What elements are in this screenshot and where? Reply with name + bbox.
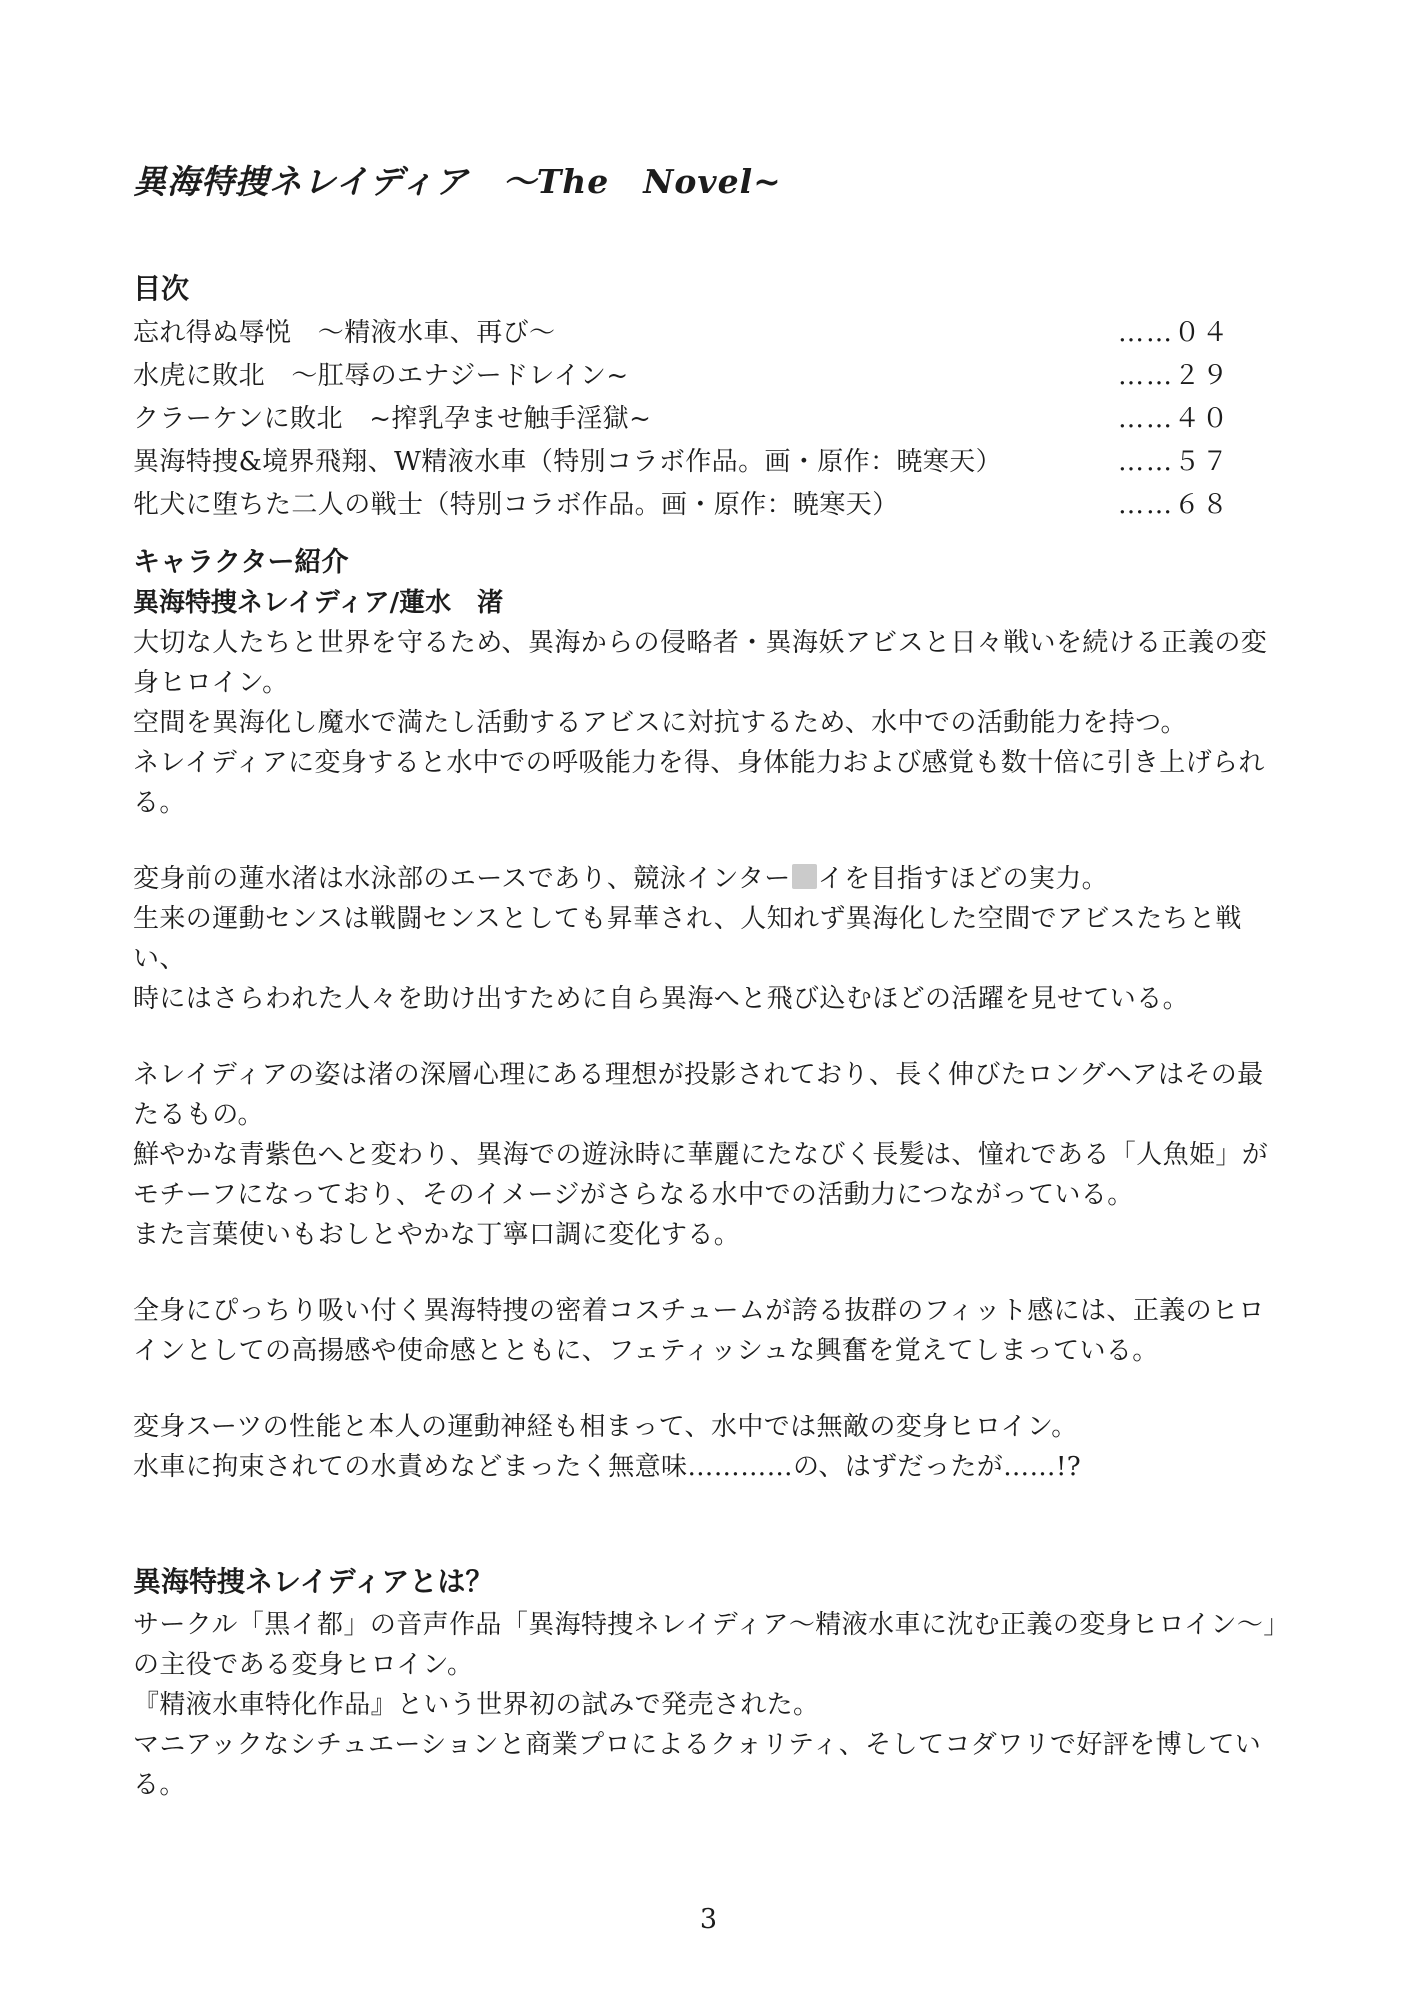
toc-heading: 目次 <box>133 272 190 305</box>
paragraph-line: マニアックなシチュエーションと商業プロによるクォリティ、そしてコダワリで好評を博してい <box>133 1730 1262 1760</box>
censor-block <box>792 864 817 889</box>
toc-entry <box>133 312 1290 355</box>
character-name-subheading: 異海特捜ネレイディア/蓮水 渚 <box>133 588 504 618</box>
paragraph-line: ネレイディアに変身すると水中での呼吸能力を得、身体能力および感覚も数十倍に引き上げられ <box>133 748 1265 778</box>
toc-entry-page: ……４０ <box>1117 404 1230 434</box>
paragraph-line: 『精液水車特化作品』という世界初の試みで発売された。 <box>133 1690 820 1720</box>
paragraph-line-with-censor <box>133 859 1290 899</box>
about-paragraph <box>133 1605 1290 1805</box>
paragraph-line: 水車に拘束されての水責めなどまったく無意味…………の、はずだったが……!? <box>133 1452 1082 1482</box>
paragraph-line: 全身にぴっちり吸い付く異海特捜の密着コスチュームが誇る抜群のフィット感には、正義のヒロ <box>133 1296 1265 1326</box>
toc-entry-title: 異海特捜&境界飛翔、W精液水車（特別コラボ作品。画・原作：暁寒天） <box>133 447 1003 477</box>
toc-entry <box>133 441 1290 484</box>
page-content <box>133 0 1290 1805</box>
toc-entry-title: クラーケンに敗北 ~搾乳孕ませ触手淫獄~ <box>133 404 652 434</box>
paragraph-line: 大切な人たちと世界を守るため、異海からの侵略者・異海妖アビスと日々戦いを続ける正義の変 <box>133 628 1268 658</box>
character-paragraph-5 <box>133 1407 1290 1487</box>
toc-entry <box>133 484 1290 527</box>
paragraph-line: る。 <box>133 1770 186 1800</box>
document-title: 異海特捜ネレイディア ～The Novel~ <box>133 162 782 201</box>
character-paragraph-2 <box>133 859 1290 1019</box>
paragraph-line: 身ヒロイン。 <box>133 668 289 698</box>
paragraph-line: モチーフになっており、そのイメージがさらなる水中での活動力につながっている。 <box>133 1180 1134 1210</box>
toc-entry-title: 忘れ得ぬ辱悦 ～精液水車、再び～ <box>133 318 556 348</box>
character-paragraph-1 <box>133 623 1290 823</box>
character-paragraph-4 <box>133 1291 1290 1371</box>
paragraph-line: 時にはさらわれた人々を助け出すために自ら異海へと飛び込むほどの活躍を見せている。 <box>133 984 1190 1014</box>
toc-entry-title: 牝犬に堕ちた二人の戦士（特別コラボ作品。画・原作：暁寒天） <box>133 490 899 520</box>
paragraph-line: 変身スーツの性能と本人の運動神経も相まって、水中では無敵の変身ヒロイン。 <box>133 1412 1078 1442</box>
toc-entry-page: ……０４ <box>1117 318 1230 348</box>
paragraph-line: サークル「黒イ都」の音声作品「異海特捜ネレイディア～精液水車に沈む正義の変身ヒロイン～」 <box>133 1610 1290 1640</box>
toc-entry <box>133 398 1290 441</box>
paragraph-line: また言葉使いもおしとやかな丁寧口調に変化する。 <box>133 1220 741 1250</box>
about-section-heading: 異海特捜ネレイディアとは？ <box>133 1565 494 1598</box>
toc-entry-page: ……２９ <box>1117 361 1230 391</box>
paragraph-line: の主役である変身ヒロイン。 <box>133 1650 474 1680</box>
paragraph-line: る。 <box>133 788 186 818</box>
toc-entry <box>133 355 1290 398</box>
toc-entry-page: ……６８ <box>1117 490 1230 520</box>
text-before-censor: 変身前の蓮水渚は水泳部のエースであり、競泳インター <box>133 864 791 894</box>
paragraph-line: 空間を異海化し魔水で満たし活動するアビスに対抗するため、水中での活動能力を持つ。 <box>133 708 1187 738</box>
character-paragraph-3 <box>133 1055 1290 1255</box>
toc-entry-page: ……５７ <box>1117 447 1230 477</box>
paragraph-line: インとしての高揚感や使命感とともに、フェティッシュな興奮を覚えてしまっている。 <box>133 1336 1159 1366</box>
toc-entry-title: 水虎に敗北 ～肛辱のエナジードレイン~ <box>133 361 629 391</box>
text-after-censor: イを目指すほどの実力。 <box>817 864 1109 894</box>
paragraph-line: たるもの。 <box>133 1100 264 1130</box>
paragraph-line: 生来の運動センスは戦闘センスとしても昇華され、人知れず異海化した空間でアビスたちと戦い、 <box>133 904 1242 974</box>
character-section-heading: キャラクター紹介 <box>133 547 349 578</box>
table-of-contents <box>133 312 1290 527</box>
paragraph-line: 鮮やかな青紫色へと変わり、異海での遊泳時に華麗にたなびく長髪は、憧れである「人魚姫」が <box>133 1140 1269 1170</box>
page-number: 3 <box>699 1904 718 1935</box>
paragraph-line: ネレイディアの姿は渚の深層心理にある理想が投影されており、長く伸びたロングヘアはその最 <box>133 1060 1264 1090</box>
